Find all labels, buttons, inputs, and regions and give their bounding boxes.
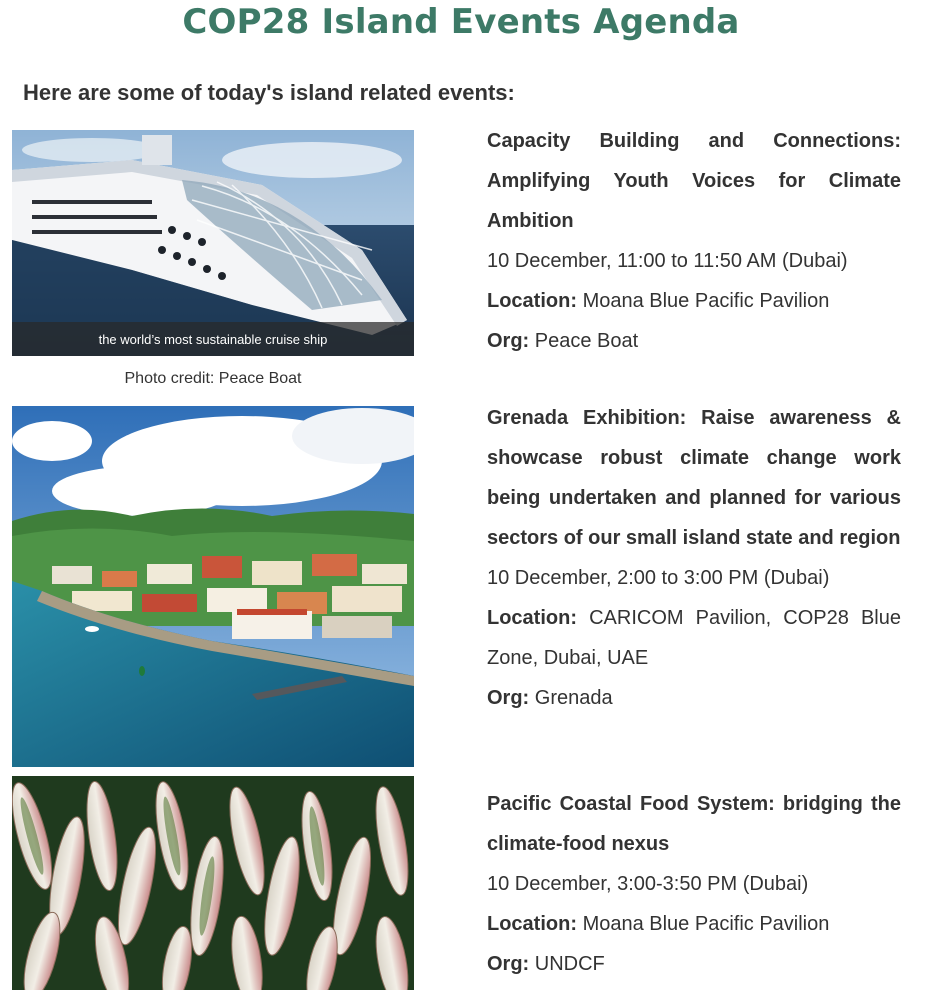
org-label: Org: — [487, 953, 530, 975]
grenada-harbor-photo — [12, 406, 414, 767]
location-value: Moana Blue Pacific Pavilion — [582, 913, 830, 935]
fish-market-photo — [12, 776, 414, 990]
event-date: 10 December, 11:00 to 11:50 AM (Dubai) — [487, 250, 848, 272]
location-value: Moana Blue Pacific Pavilion — [582, 290, 830, 312]
org-label: Org: — [487, 687, 530, 709]
event-org — [487, 321, 901, 361]
cruise-ship-photo — [12, 130, 414, 356]
photo-caption: the world’s most sustainable cruise ship — [12, 322, 414, 356]
event-title: Grenada Exhibition: Raise awareness & showcase robust climate change work being undertaken and planned for various sectors of our small island state and region — [487, 407, 901, 549]
event-location — [487, 281, 901, 321]
fish-illustration — [12, 776, 414, 990]
location-label: Location: — [487, 290, 577, 312]
org-value: Peace Boat — [534, 330, 639, 352]
event-title: Pacific Coastal Food System: bridging the climate-food nexus — [487, 793, 901, 855]
location-value: CARICOM Pavilion, COP28 Blue Zone, Dubai, UAE — [487, 607, 901, 669]
event-org — [487, 678, 901, 718]
event-location — [487, 598, 901, 678]
event-3 — [487, 784, 901, 984]
event-location — [487, 904, 901, 944]
event-1 — [487, 121, 901, 361]
location-label: Location: — [487, 607, 577, 629]
page-title: COP28 Island Events Agenda — [182, 2, 740, 42]
event-org — [487, 944, 901, 984]
intro-heading: Here are some of today's island related events: — [23, 80, 515, 105]
event-date: 10 December, 3:00-3:50 PM (Dubai) — [487, 873, 809, 895]
event-2 — [487, 398, 901, 718]
location-label: Location: — [487, 913, 577, 935]
event-title: Capacity Building and Connections: Amplifying Youth Voices for Climate Ambition — [487, 130, 901, 232]
org-value: UNDCF — [534, 953, 605, 975]
photo-credit: Photo credit: Peace Boat — [124, 370, 302, 387]
org-label: Org: — [487, 330, 530, 352]
event-date: 10 December, 2:00 to 3:00 PM (Dubai) — [487, 567, 830, 589]
grenada-harbor-illustration — [12, 406, 414, 767]
org-value: Grenada — [534, 687, 613, 709]
